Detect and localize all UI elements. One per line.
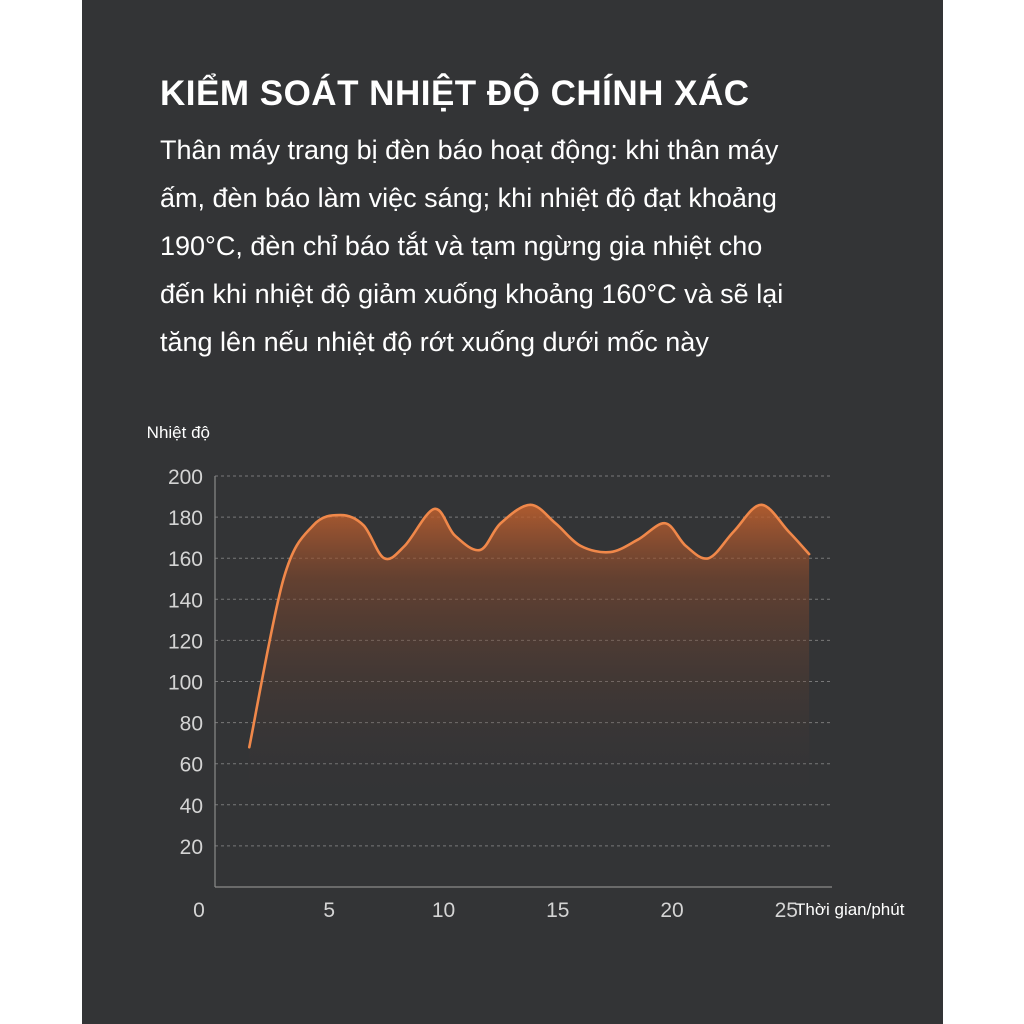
x-tick-label: 20	[660, 899, 684, 922]
x-tick-label: 25	[774, 899, 798, 922]
x-axis-title: Thời gian/phút	[795, 900, 905, 919]
page-title: KIỂM SOÁT NHIỆT ĐỘ CHÍNH XÁC	[160, 74, 750, 113]
y-tick-label: 180	[167, 507, 203, 531]
y-tick-label: 100	[167, 671, 203, 695]
origin-label: 0	[193, 899, 205, 922]
y-tick-label: 120	[167, 630, 203, 654]
description-line: Thân máy trang bị đèn báo hoạt động: khi thân máy	[160, 135, 779, 165]
description-line: đến khi nhiệt độ giảm xuống khoảng 160°C và sẽ lại	[160, 279, 784, 309]
x-tick-label: 15	[546, 899, 570, 922]
y-tick-label: 160	[167, 548, 203, 572]
y-tick-label: 60	[179, 753, 203, 777]
x-tick-label: 10	[431, 899, 456, 922]
description-line: ấm, đèn báo làm việc sáng; khi nhiệt độ đạt khoảng	[160, 183, 777, 213]
area-fill	[249, 505, 809, 805]
temperature-chart	[82, 400, 943, 940]
y-tick-label: 140	[167, 589, 203, 613]
y-tick-label: 80	[179, 712, 203, 736]
y-tick-label: 40	[179, 794, 203, 818]
x-tick-label: 5	[323, 899, 336, 922]
series-area	[249, 505, 809, 805]
y-tick-label: 20	[179, 835, 203, 859]
description	[160, 126, 880, 366]
y-axis-title: Nhiệt độ	[146, 423, 210, 442]
description-line: tăng lên nếu nhiệt độ rớt xuống dưới mốc này	[160, 327, 709, 357]
description-line: 190°C, đèn chỉ báo tắt và tạm ngừng gia nhiệt cho	[160, 231, 763, 261]
y-tick-label: 200	[167, 466, 203, 489]
